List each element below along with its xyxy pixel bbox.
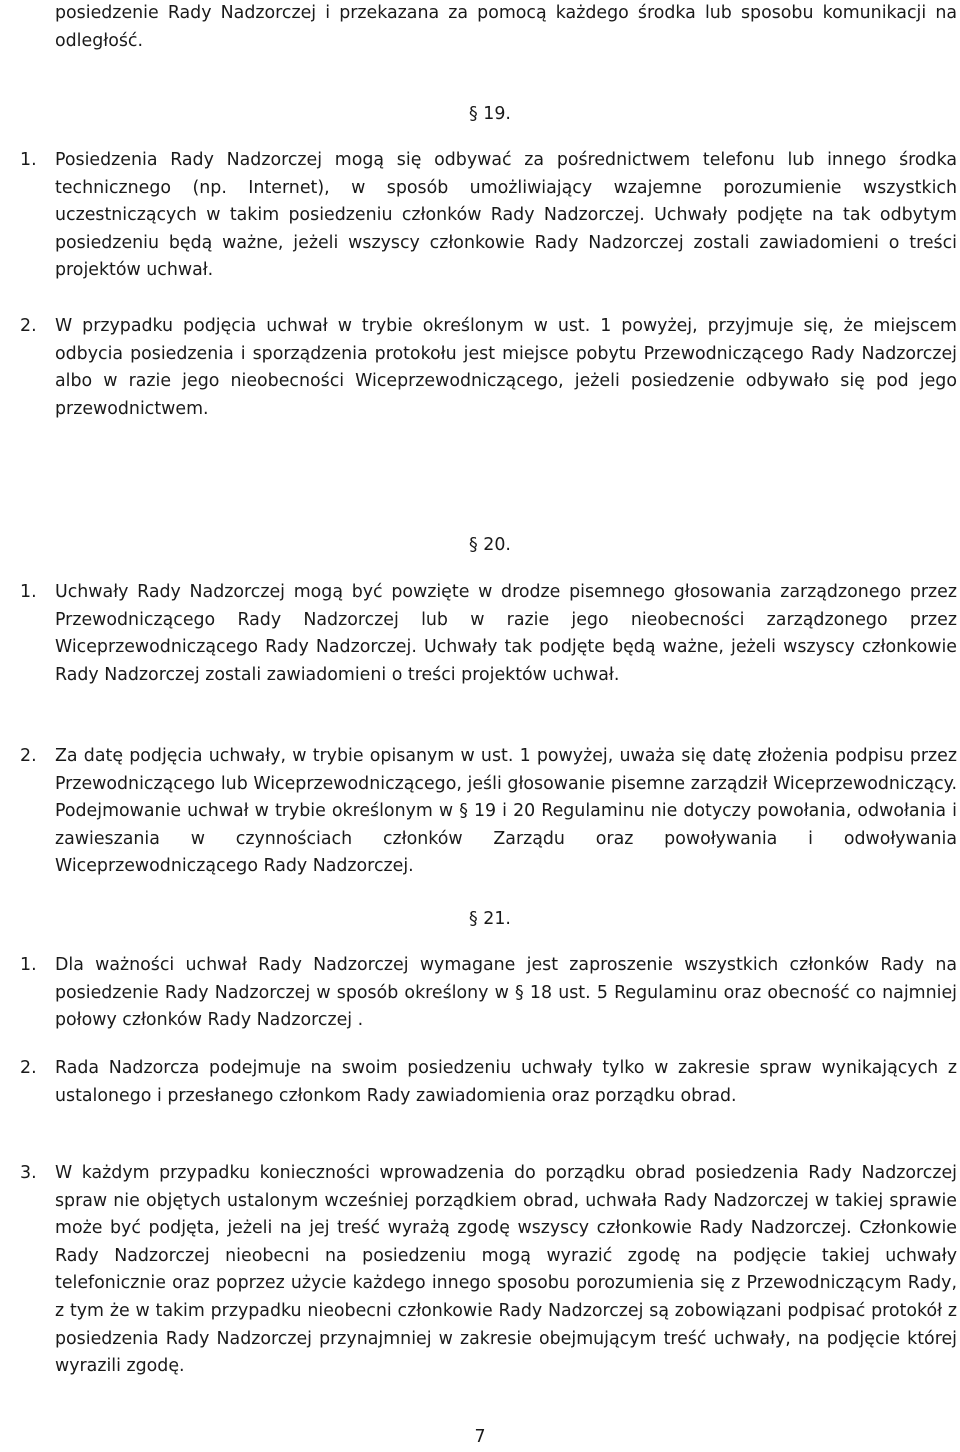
item-number: 3. <box>20 1163 37 1183</box>
item-text: Rada Nadzorcza podejmuje na swoim posiedzeniu uchwały tylko w zakresie spraw wynikających z ustalonego i przesłanego członkom Rady zawiadomienia oraz porządku obrad. <box>55 1058 957 1106</box>
section-20-item-2 <box>20 743 957 881</box>
item-text: Posiedzenia Rady Nadzorczej mogą się odbywać za pośrednictwem telefonu lub innego środka technicznego (np. Internet), w sposób umożliwiający wzajemne porozumienie wszystkich uczestniczących w takim posiedzeniu członków Rady Nadzorczej. Uchwały podjęte na tak odbytym posiedzeniu będą ważne, jeżeli wszyscy członkowie Rady Nadzorczej zostali zawiadomieni o treści projektów uchwał. <box>55 150 957 281</box>
item-text: W przypadku podjęcia uchwał w trybie określonym w ust. 1 powyżej, przyjmuje się, że miejscem odbycia posiedzenia i sporządzenia protokołu jest miejsce pobytu Przewodniczącego Rady Nadzorczej albo w razie jego nieobecności Wiceprzewodniczącego, jeżeli posiedzenie odbywało się pod jego przewodnictwem. <box>55 316 957 419</box>
section-20-item-1 <box>20 579 957 689</box>
item-number: 2. <box>20 316 37 336</box>
section-19-item-1 <box>20 147 957 285</box>
item-text: Uchwały Rady Nadzorczej mogą być powzięte w drodze pisemnego głosowania zarządzonego przez Przewodniczącego Rady Nadzorczej lub w razie jego nieobecności zarządzonego przez Wiceprzewodniczącego Rady Nadzorczej. Uchwały tak podjęte będą ważne, jeżeli wszyscy członkowie Rady Nadzorczej zostali zawiadomieni o treści projektów uchwał. <box>55 582 957 685</box>
section-21-item-2 <box>20 1055 957 1110</box>
item-text: Za datę podjęcia uchwały, w trybie opisanym w ust. 1 powyżej, uważa się datę złożenia podpisu przez Przewodniczącego lub Wiceprzewodniczącego, jeśli głosowanie pisemne zarządził Wiceprzewodniczący. Podejmowanie uchwał w trybie określonym w § 19 i 20 Regulaminu nie dotyczy powołania, odwołania i zawieszania w czynnościach członków Zarządu oraz powoływania i odwoływania Wiceprzewodniczącego Rady Nadzorczej. <box>55 746 957 877</box>
section-21-item-1 <box>20 952 957 1035</box>
section-heading-19: § 19. <box>469 104 511 124</box>
item-number: 1. <box>20 582 37 602</box>
item-text: Dla ważności uchwał Rady Nadzorczej wymagane jest zaproszenie wszystkich członków Rady na posiedzenie Rady Nadzorczej w sposób określony w § 18 ust. 5 Regulaminu oraz obecność co najmniej połowy członków Rady Nadzorczej . <box>55 955 957 1031</box>
section-heading-20: § 20. <box>469 535 511 555</box>
item-number: 2. <box>20 1058 37 1078</box>
item-number: 1. <box>20 955 37 975</box>
item-number: 1. <box>20 150 37 170</box>
item-text: W każdym przypadku konieczności wprowadzenia do porządku obrad posiedzenia Rady Nadzorczej spraw nie objętych ustalonym wcześniej porządkiem obrad, uchwała Rady Nadzorczej w takiej sprawie może być podjęta, jeżeli na jej treść wyrażą zgodę wszyscy członkowie Rady Nadzorczej. Członkowie Rady Nadzorczej nieobecni na posiedzeniu mogą wyrazić zgodę na podjęcie takiej uchwały telefonicznie oraz poprzez użycie każdego innego sposobu porozumienia się z Przewodniczącym Rady, z tym że w takim przypadku nieobecni członkowie Rady Nadzorczej są zobowiązani podpisać protokół z posiedzenia Rady Nadzorczej przynajmniej w zakresie obejmującym treść uchwały, na podjęcie której wyrazili zgodę. <box>55 1163 957 1377</box>
section-heading-21: § 21. <box>469 909 511 929</box>
page-number: 7 <box>474 1427 486 1447</box>
section-19-item-2 <box>20 313 957 423</box>
intro-paragraph: posiedzenie Rady Nadzorczej i przekazana za pomocą każdego środka lub sposobu komunikacji na odległość. <box>55 3 957 51</box>
section-21-item-3 <box>20 1160 957 1381</box>
item-number: 2. <box>20 746 37 766</box>
